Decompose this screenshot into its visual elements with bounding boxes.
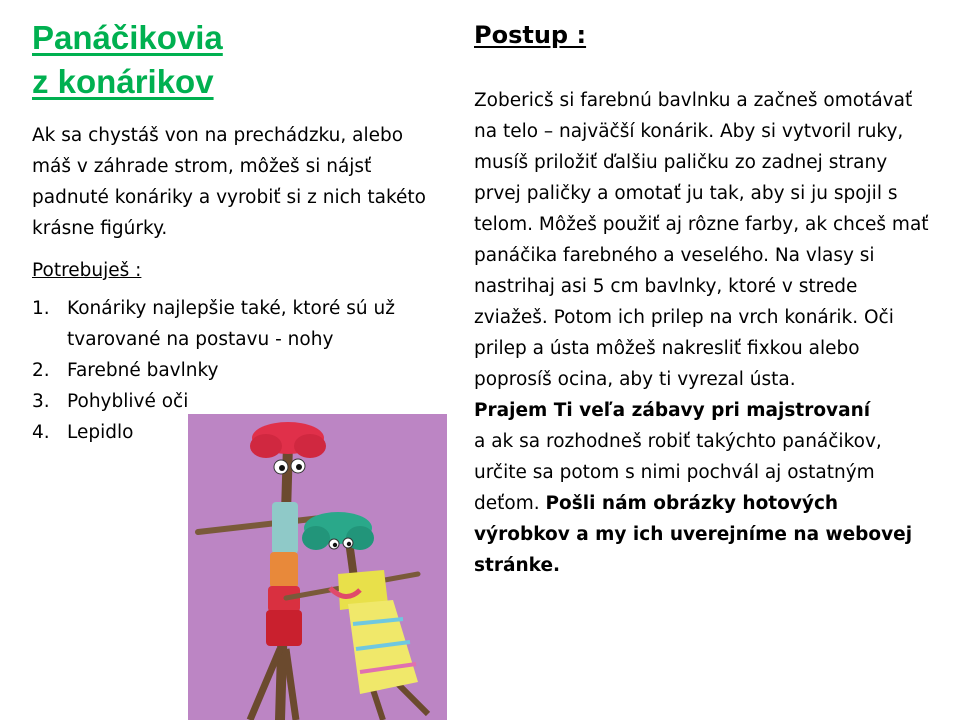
title-line-2: z konárikov bbox=[32, 63, 214, 100]
materials-label: Potrebuješ : bbox=[32, 260, 142, 281]
list-item bbox=[32, 293, 432, 355]
procedure-paragraph-continued: a ak sa rozhodneš robiť takýchto panáčikov, určite sa potom s nimi pochvál aj ostatným deťom. bbox=[474, 431, 882, 514]
procedure-heading: Postup : bbox=[474, 21, 587, 49]
procedure-text bbox=[474, 85, 936, 581]
list-item-number: 2. bbox=[32, 360, 50, 381]
list-item bbox=[32, 355, 432, 386]
list-item-text: Konáriky najlepšie také, ktoré sú už tvarované na postavu - nohy bbox=[67, 298, 395, 350]
procedure-paragraph: Zobericš si farebnú bavlnku a začneš omotávať na telo – najväčší konárik. Aby si vytvoril ruky, musíš priložiť ďalšiu paličku zo zadnej strany prvej paličky a omotať ju tak, aby si ju spojil s telom. Môžeš použiť aj rôzne farby, ak chceš mať panáčika farebného a veselého. Na vlasy si nastrihaj asi 5 cm bavlnky, ktoré v strede zviažeš. Potom ich prilep na vrch konárik. Oči prilep a ústa môžeš nakresliť fixkou alebo poprosíš ocina, aby ti vyrezal ústa. bbox=[474, 90, 929, 390]
page-title bbox=[32, 16, 223, 104]
list-item-text: Lepidlo bbox=[67, 422, 134, 443]
procedure-bold-wish: Prajem Ti veľa zábavy pri majstrovaní bbox=[474, 400, 871, 421]
list-item-number: 4. bbox=[32, 422, 50, 443]
twig-figures-photo bbox=[188, 414, 447, 720]
big-figure-hair bbox=[250, 422, 326, 458]
title-line-1: Panáčikovia bbox=[32, 19, 223, 56]
list-item bbox=[32, 386, 432, 417]
intro-paragraph: Ak sa chystáš von na prechádzku, alebo máš v záhrade strom, môžeš si nájsť padnuté konáriky a vyrobiť si z nich takéto krásne figúrky. bbox=[32, 125, 426, 239]
list-item-number: 1. bbox=[32, 298, 50, 319]
procedure-bold-callout: Pošli nám obrázky hotových výrobkov a my ich uverejníme na webovej stránke. bbox=[474, 493, 913, 576]
list-item-text: Pohyblivé oči bbox=[67, 391, 189, 412]
list-item-number: 3. bbox=[32, 391, 50, 412]
list-item-text: Farebné bavlnky bbox=[67, 360, 219, 381]
